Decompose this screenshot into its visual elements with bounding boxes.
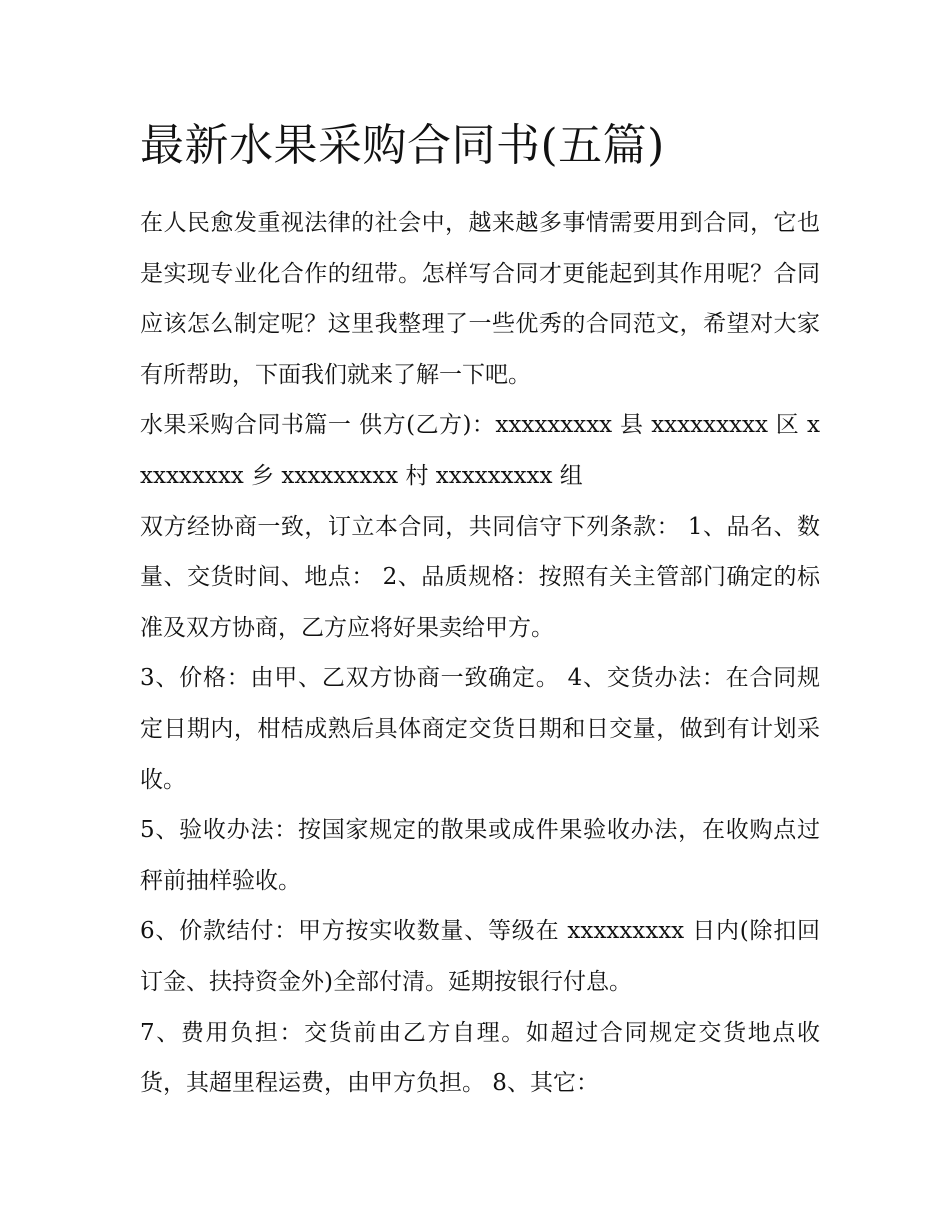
document-body (140, 198, 820, 1109)
paragraph-intro: 在人民愈发重视法律的社会中，越来越多事情需要用到合同，它也是实现专业化合作的纽带。怎样写合同才更能起到其作用呢？合同应该怎么制定呢？这里我整理了一些优秀的合同范文，希望对大家有所帮助，下面我们就来了解一下吧。 (140, 210, 820, 388)
paragraph-terms-1-2: 双方经协商一致，订立本合同，共同信守下列条款： 1、品名、数量、交货时间、地点： 2、品质规格：按照有关主管部门确定的标准及双方协商，乙方应将好果卖给甲方。 (140, 513, 820, 641)
paragraph-terms-3-4: 3、价格：由甲、乙双方协商一致确定。 4、交货办法：在合同规定日期内，柑桔成熟后具体商定交货日期和日交量，做到有计划采收。 (140, 665, 820, 793)
paragraph-supplier: 水果采购合同书篇一 供方(乙方)：xxxxxxxxx 县 xxxxxxxxx 区 xxxxxxxxx 乡 xxxxxxxxx 村 xxxxxxxxx 组 (140, 412, 820, 489)
paragraph-term-5: 5、验收办法：按国家规定的散果或成件果验收办法，在收购点过秤前抽样验收。 (140, 817, 820, 894)
paragraph-terms-7-8: 7、费用负担：交货前由乙方自理。如超过合同规定交货地点收货，其超里程运费，由甲方负担。 8、其它： (140, 1019, 820, 1097)
document-title: 最新水果采购合同书(五篇) (140, 120, 665, 171)
paragraph-term-6: 6、价款结付：甲方按实收数量、等级在 xxxxxxxxx 日内(除扣回订金、扶持资金外)全部付清。延期按银行付息。 (140, 918, 820, 995)
